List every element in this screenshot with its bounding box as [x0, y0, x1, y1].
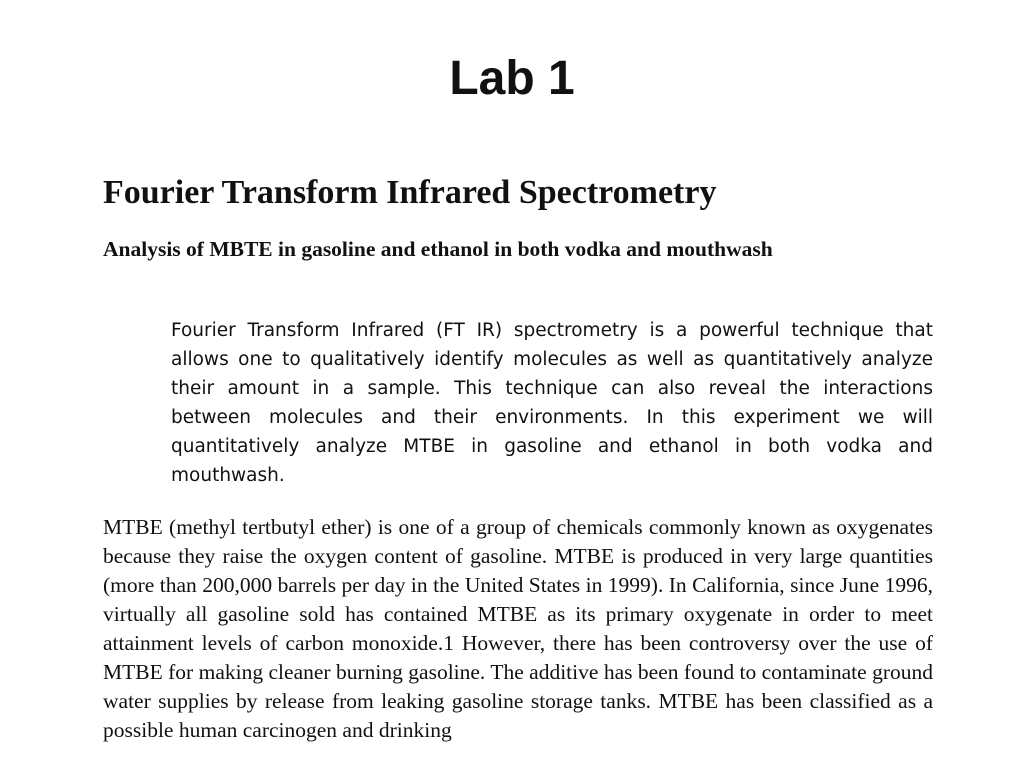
abstract-paragraph: Fourier Transform Infrared (FT IR) spectrometry is a powerful technique that allows one to qualitatively identify molecules as well as quantitatively analyze their amount in a sample. This technique can also reveal the interactions between molecules and their environments. In this experiment we will quantitatively analyze MTBE in gasoline and ethanol in both vodka and mouthwash. — [171, 320, 933, 486]
body-paragraph: MTBE (methyl tertbutyl ether) is one of a group of chemicals commonly known as oxygenates because they raise the oxygen content of gasoline. MTBE is produced in very large quantities (more than 200,000 barrels per day in the United States in 1999). In California, since June 1996, virtually all gasoline sold has contained MTBE as its primary oxygenate in order to meet attainment levels of carbon monoxide.1 However, there has been controversy over the use of MTBE for making cleaner burning gasoline. The additive has been found to contaminate ground water supplies by release from leaking gasoline storage tanks. MTBE has been classified as a possible human carcinogen and drinking — [103, 515, 933, 742]
document-title: Fourier Transform Infrared Spectrometry — [103, 174, 717, 211]
document-subtitle: Analysis of MBTE in gasoline and ethanol in both vodka and mouthwash — [103, 237, 773, 261]
lab-title: Lab 1 — [449, 52, 575, 105]
